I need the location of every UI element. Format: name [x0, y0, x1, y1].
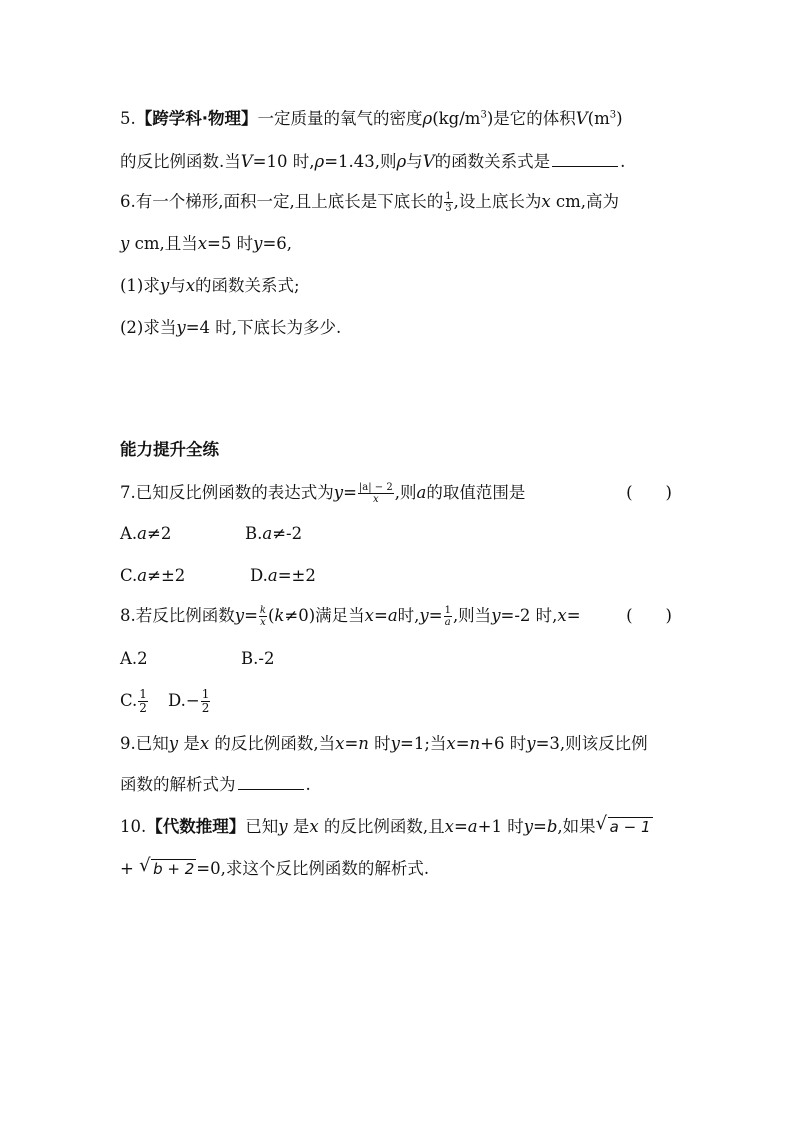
q10-line2: + √ b + 2 =0,求这个反比例函数的解析式. — [120, 857, 680, 881]
q8-option-b[interactable]: B.-2 — [241, 649, 275, 668]
q8-option-a[interactable]: A.2 — [120, 649, 148, 668]
sqrt-b-plus-2: √ b + 2 — [139, 855, 195, 878]
fraction-abs-a-minus-2-over-x: $\frac{|a| - 2}{x}$ — [358, 482, 393, 505]
q8-stem: 8.若反比例函数y= $\frac{k}{x}$ (k≠0)满足当x=a时,y= $\frac{1}{a}$ ,则当y=-2 时,x= ( ) — [120, 605, 672, 628]
q6-line2: y cm,且当x=5 时y=6, — [120, 234, 293, 253]
answer-paren[interactable]: ( ) — [626, 606, 672, 625]
q7-option-b[interactable]: B.a≠-2 — [245, 524, 303, 543]
answer-blank[interactable] — [238, 775, 304, 790]
q10-tag: 【代数推理】 — [146, 817, 246, 836]
q9-line2: 函数的解析式为 . — [120, 775, 311, 794]
q7-stem: 7.已知反比例函数的表达式为y= $\frac{|a| - 2}{x}$ ,则a的取值范围是 ( ) — [120, 482, 672, 505]
fraction-one-third: $\frac{1}{3}$ — [445, 191, 452, 214]
q8-option-c[interactable]: C. $\frac{1}{2}$ — [120, 687, 147, 715]
q7-option-a[interactable]: A.a≠2 — [120, 524, 172, 543]
q5-line1: 5.【跨学科·物理】一定质量的氧气的密度$\rho(kg/m^3)$是它的体积$V(m^3)$ — [120, 109, 623, 128]
answer-blank[interactable] — [552, 152, 618, 167]
q6-line1: 6.有一个梯形,面积一定,且上底长是下底长的 $\frac{1}{3}$ ,设上底长为x cm,高为 — [120, 191, 620, 214]
q8-option-d[interactable]: D.− $\frac{1}{2}$ — [168, 687, 210, 715]
q5-line2: 的反比例函数.当V=10 时,ρ=1.43,则ρ与V的函数关系式是 . — [120, 152, 626, 171]
fraction-k-over-x: $\frac{k}{x}$ — [259, 605, 266, 628]
q7-option-c[interactable]: C.a≠±2 — [120, 566, 186, 585]
q7-option-d[interactable]: D.a=±2 — [250, 566, 316, 585]
q10-line1: 10.【代数推理】已知y 是x 的反比例函数,且x=a+1 时y=b,如果 √ a − 1 — [120, 815, 680, 839]
sqrt-a-minus-1: √ a − 1 — [595, 813, 651, 836]
section-heading: 能力提升全练 — [120, 440, 219, 459]
q6-sub2: (2)求当y=4 时,下底长为多少. — [120, 318, 342, 337]
q5-tag: 【跨学科·物理】 — [135, 109, 258, 128]
answer-paren[interactable]: ( ) — [626, 483, 672, 502]
q6-sub1: (1)求y与x的函数关系式; — [120, 276, 300, 295]
fraction-one-over-a: $\frac{1}{a}$ — [444, 605, 451, 628]
q9-line1: 9.已知y 是x 的反比例函数,当x=n 时y=1;当x=n+6 时y=3,则该反比例 — [120, 734, 648, 753]
